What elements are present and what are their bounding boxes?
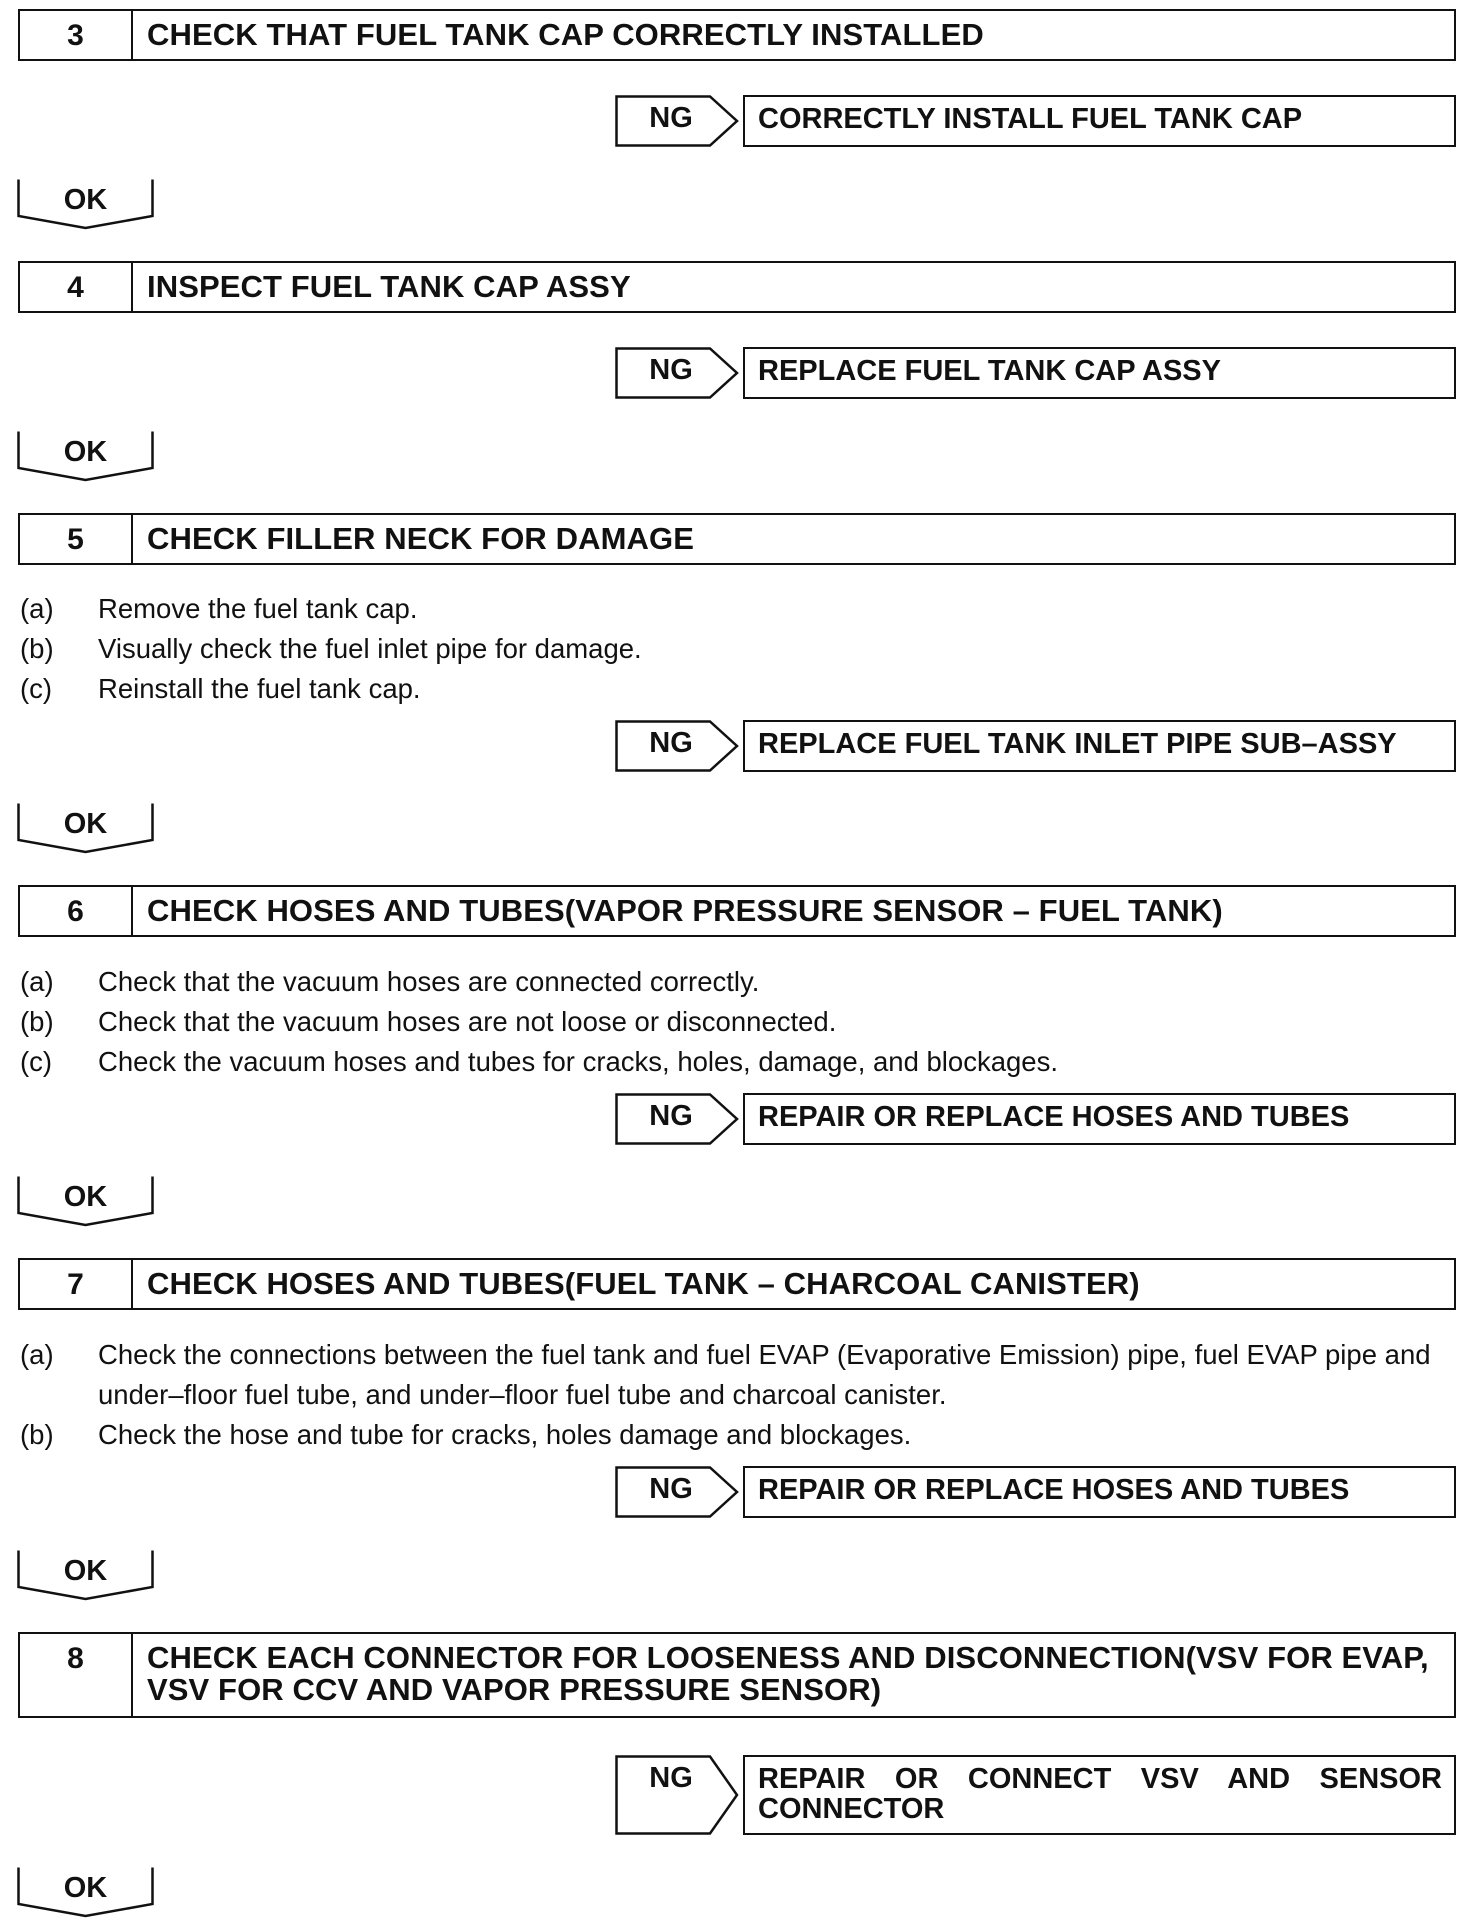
substep-text: Visually check the fuel inlet pipe for damage. [98,633,642,664]
ng-label: NG [649,1100,693,1132]
step-number: 8 [20,1634,133,1716]
step-number: 5 [20,515,133,563]
ng-label: NG [649,354,693,386]
step-number: 4 [20,263,133,311]
step-7-header [18,1258,1456,1310]
ok-label: OK [63,436,108,468]
substep-mark: (a) [20,966,54,997]
substep-mark: (c) [20,673,53,704]
ok-label: OK [63,1555,108,1587]
substep-text: Check that the vacuum hoses are connected correctly. [98,966,760,997]
step-number: 7 [20,1260,133,1308]
substep-text: Check that the vacuum hoses are not loose or disconnected. [98,1006,837,1037]
step-title: CHECK HOSES AND TUBES(FUEL TANK – CHARCOAL CANISTER) [147,1266,1140,1301]
step-title: CHECK THAT FUEL TANK CAP CORRECTLY INSTALLED [147,17,984,52]
substep-mark: (c) [20,1046,53,1077]
substep [20,669,1460,709]
ng-label: NG [649,1473,693,1505]
substep [20,1042,1460,1082]
step-title: CHECK HOSES AND TUBES(VAPOR PRESSURE SENSOR – FUEL TANK) [147,893,1223,928]
ng-label: NG [649,1762,693,1794]
substep-text: Check the hose and tube for cracks, holes damage and blockages. [98,1419,912,1450]
ng-result-box: REPAIR OR REPLACE HOSES AND TUBES [743,1466,1456,1518]
step-title: CHECK FILLER NECK FOR DAMAGE [147,521,695,556]
substep-text: Remove the fuel tank cap. [98,593,418,624]
ng-label: NG [649,727,693,759]
substep-text: Check the connections between the fuel tank and fuel EVAP (Evaporative Emission) pipe, fuel EVAP pipe and under–floor fuel tube, and under–floor fuel tube and charcoal canister. [98,1339,1431,1410]
ok-label: OK [63,1872,108,1904]
substep [20,962,1460,1002]
substep-mark: (a) [20,1339,54,1370]
substep-text: Check the vacuum hoses and tubes for cracks, holes, damage, and blockages. [98,1046,1058,1077]
substep [20,589,1460,629]
substep-mark: (b) [20,1006,54,1037]
step-5-header [18,513,1456,565]
ng-result-box: REPLACE FUEL TANK INLET PIPE SUB–ASSY [743,720,1456,772]
substep-mark: (b) [20,1419,54,1450]
substep-text: Reinstall the fuel tank cap. [98,673,421,704]
ng-label: NG [649,102,693,134]
ok-label: OK [63,1181,108,1213]
ng-result-box: CORRECTLY INSTALL FUEL TANK CAP [743,95,1456,147]
step-3-header [18,9,1456,61]
step-6-header [18,885,1456,937]
substep-mark: (a) [20,593,54,624]
ng-result-box: REPAIR OR CONNECT VSV AND SENSOR CONNECTOR [743,1755,1456,1835]
substep [20,1335,1460,1415]
substep [20,1002,1460,1042]
ng-result-box: REPAIR OR REPLACE HOSES AND TUBES [743,1093,1456,1145]
step-title: CHECK EACH CONNECTOR FOR LOOSENESS AND DISCONNECTION(VSV FOR EVAP, VSV FOR CCV AND VAPOR PRESSURE SENSOR) [147,1640,1429,1707]
step-title: INSPECT FUEL TANK CAP ASSY [147,269,631,304]
ok-label: OK [63,184,108,216]
ng-result-box: REPLACE FUEL TANK CAP ASSY [743,347,1456,399]
step-number: 3 [20,11,133,59]
step-number: 6 [20,887,133,935]
substep-mark: (b) [20,633,54,664]
substep [20,629,1460,669]
ok-label: OK [63,808,108,840]
substep [20,1415,1460,1455]
step-8-header [18,1632,1456,1718]
step-4-header [18,261,1456,313]
